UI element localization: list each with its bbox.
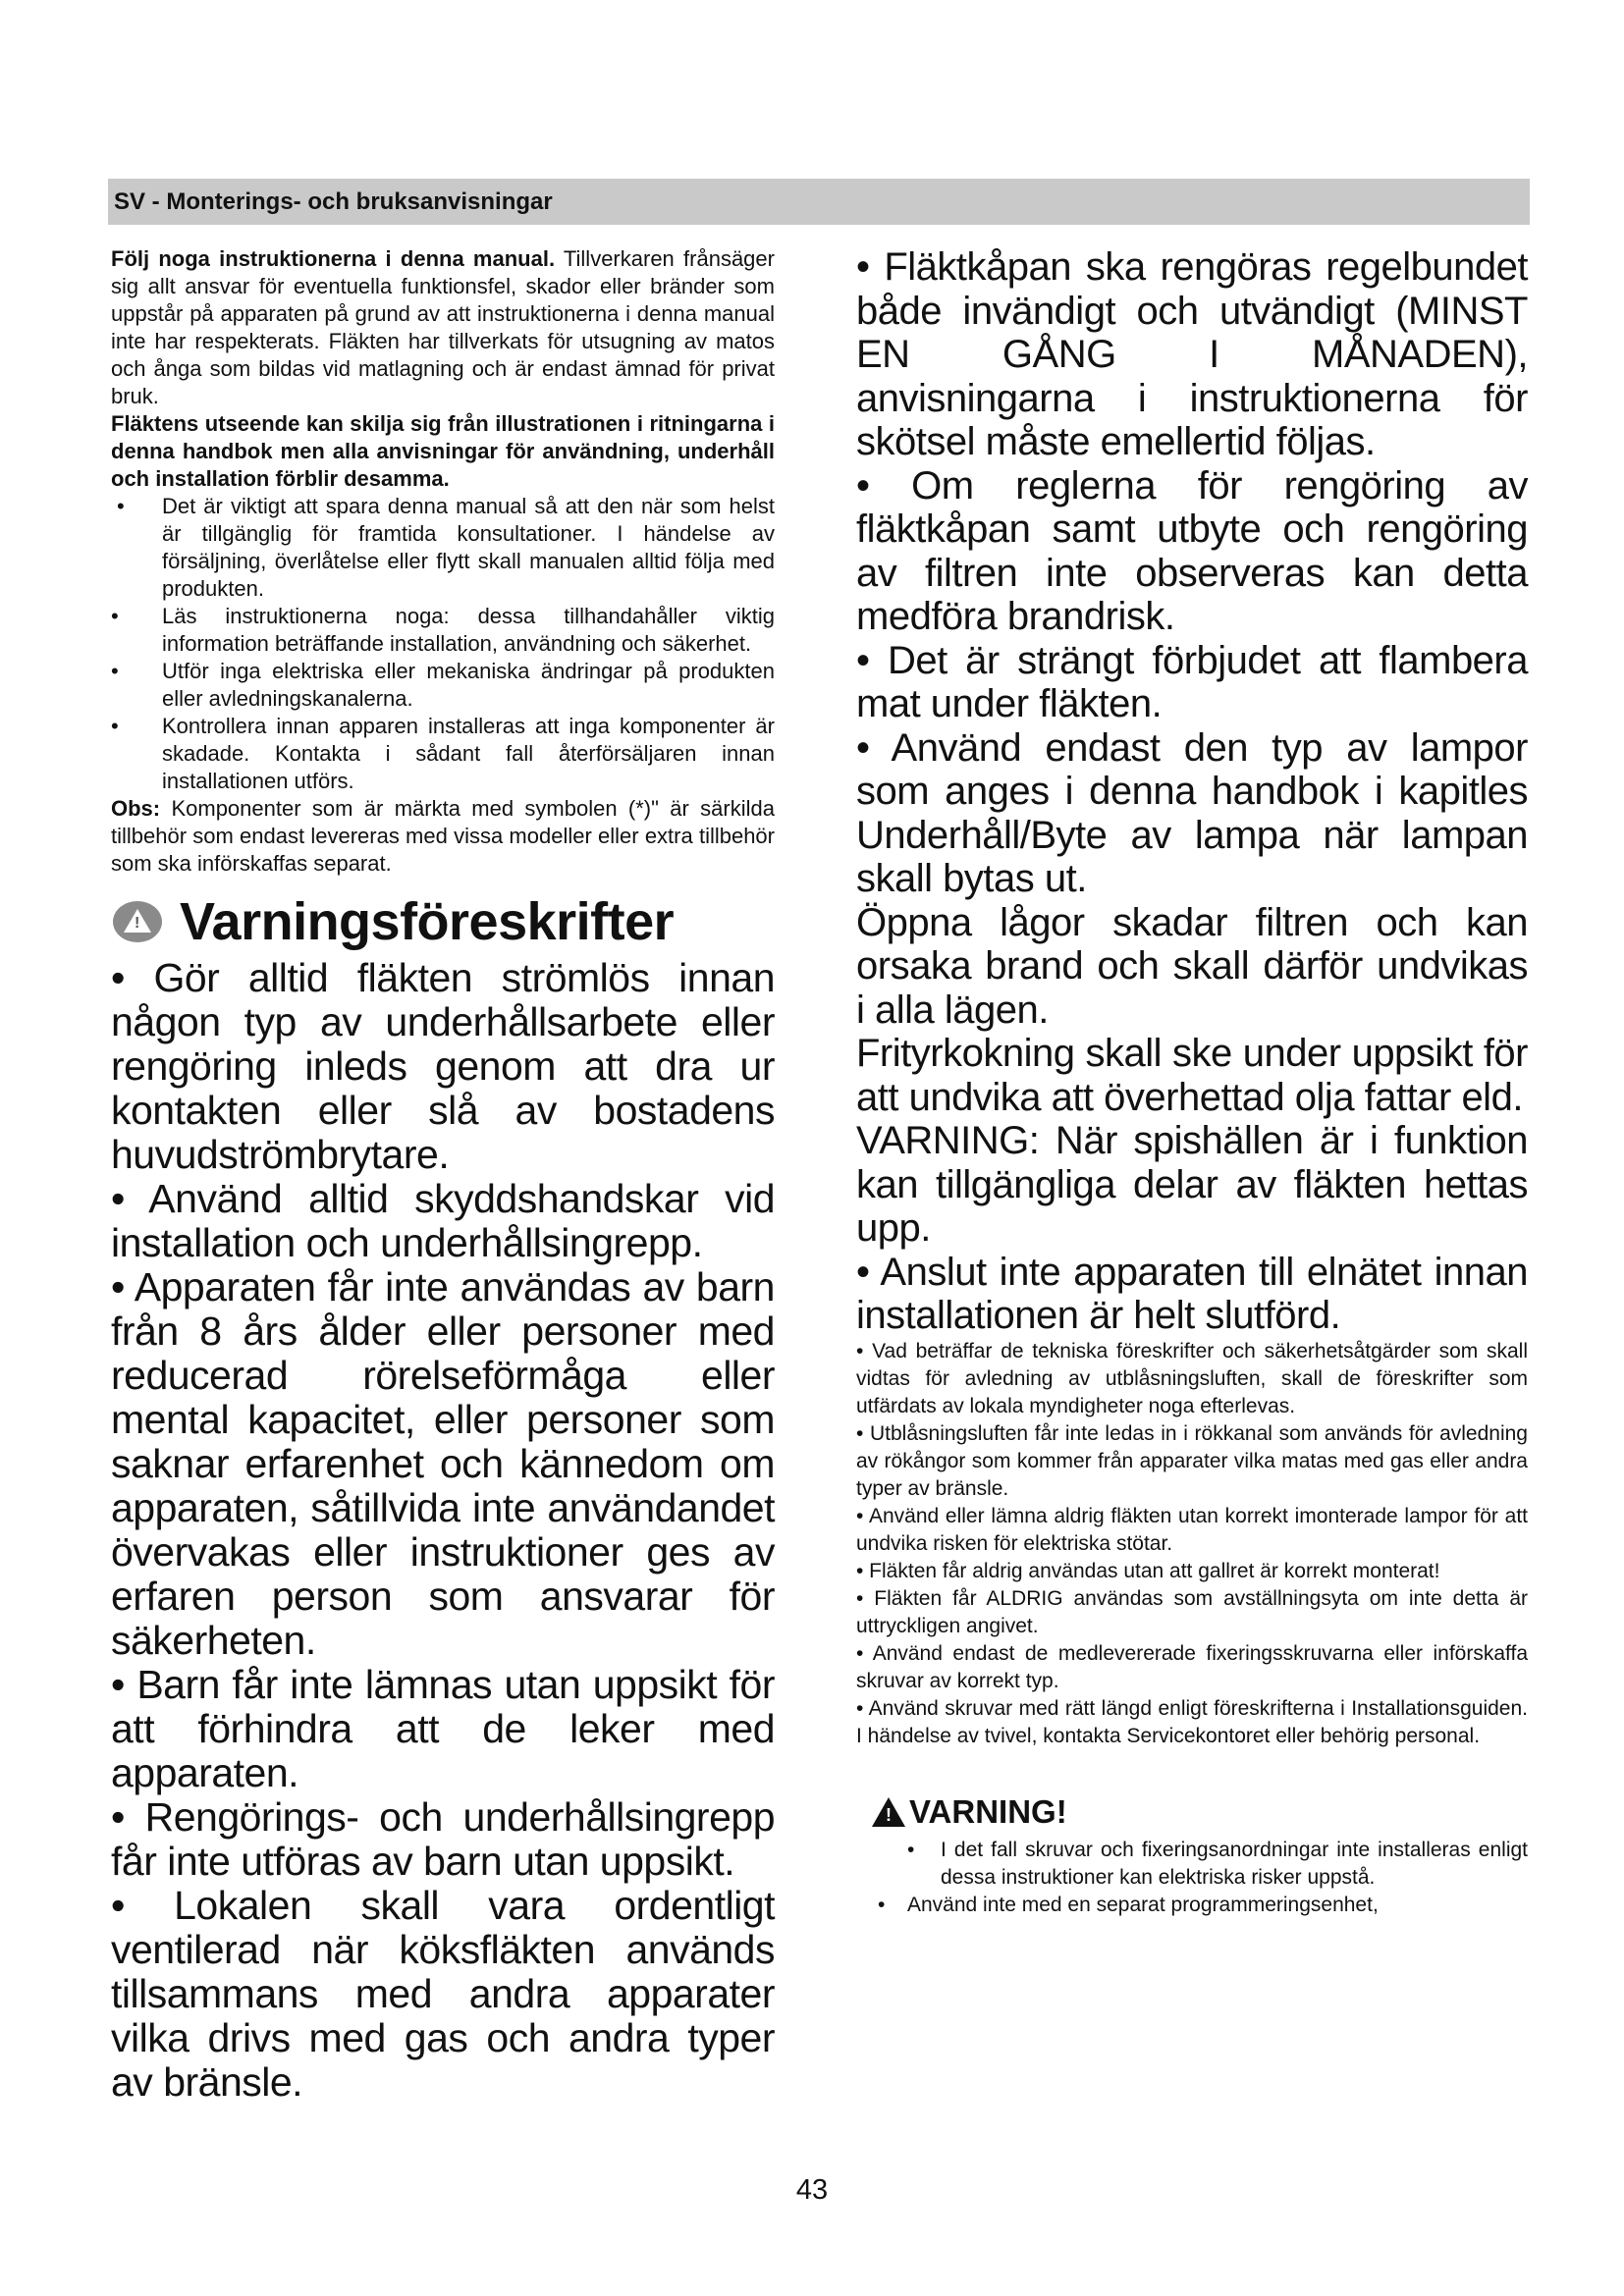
list-item-text: Det är viktigt att spara denna manual så att den när som helst är tillgänglig för framtida konsultationer. I händelse av försäljning, överlåtelse eller flytt skall manualen alltid följa med produkten.	[162, 494, 775, 601]
warning-paragraph: • Rengörings- och underhållsingrepp får inte utföras av barn utan uppsikt.	[111, 1794, 775, 1884]
safety-note: • Använd eller lämna aldrig fläkten utan korrekt imonterade lampor för att undvika risken för elektriska stötar.	[856, 1504, 1528, 1555]
safety-note: • Fläkten får aldrig användas utan att gallret är korrekt monterat!	[856, 1559, 1440, 1582]
warning-paragraph: • Om reglerna för rengöring av fläktkåpan samt utbyte och rengöring av filtren inte observeras kan detta medföra brandrisk.	[856, 463, 1528, 638]
list-item: • I det fall skruvar och fixeringsanordningar inte installeras enligt dessa instruktioner kan elektriska risker uppstå.	[907, 1838, 1528, 1889]
section-header: SV - Monterings- och bruksanvisningar	[108, 179, 1530, 225]
appearance-bold: Fläktens utseende kan skilja sig från illustrationen i ritningarna i denna handbok men alla anvisningar för användning, underhåll och installation förblir desamma.	[111, 411, 775, 491]
safety-note: • Fläkten får ALDRIG användas som avställningsyta om inte detta är uttryckligen angivet.	[856, 1586, 1528, 1637]
warning-paragraph: VARNING: När spishällen är i funktion kan tillgängliga delar av fläkten hettas upp.	[856, 1119, 1528, 1250]
list-item: • Läs instruktionerna noga: dessa tillhandahåller viktig information beträffande installation, användning och säkerhet.	[111, 604, 775, 656]
obs-note	[111, 795, 775, 878]
intro-rest: Tillverkaren frånsäger sig allt ansvar för eventuella funktionsfel, skador eller bränder som uppstår på apparaten på grund av att instruktionerna i denna manual inte har respekterats. Fläkten har tillverkats för utsugning av matos och ånga som bildas vid matlagning och är endast ämnad för privat bruk.	[111, 246, 775, 408]
list-item-text: Läs instruktionerna noga: dessa tillhandahåller viktig information beträffande installation, användning och säkerhet.	[162, 604, 775, 656]
varning-list	[856, 1837, 1528, 1919]
warning-paragraph: • Barn får inte lämnas utan uppsikt för att förhindra att de leker med apparaten.	[111, 1662, 775, 1795]
warning-paragraph: • Det är strängt förbjudet att flambera mat under fläkten.	[856, 638, 1528, 725]
warning-paragraph: Frityrkokning skall ske under uppsikt för att undvika att överhettad olja fattar eld.	[856, 1032, 1528, 1119]
warning-triangle-icon: !	[872, 1797, 905, 1827]
warning-paragraph: • Gör alltid fläkten strömlös innan någon typ av underhållsarbete eller rengöring inleds genom att dra ur kontakten eller slå av bostadens huvudströmbrytare.	[111, 955, 775, 1177]
intro-paragraph	[111, 245, 775, 410]
warning-paragraph: • Lokalen skall vara ordentligt ventilerad när köksfläkten används tillsammans med andra apparater vilka drivs med gas och andra typer av bränsle.	[111, 1883, 775, 2105]
list-item-text: Utför inga elektriska eller mekaniska ändringar på produkten eller avledningskanalerna.	[162, 659, 775, 711]
varning-heading	[872, 1793, 1528, 1831]
list-item: • Det är viktigt att spara denna manual så att den när som helst är tillgänglig för framtida konsultationer. I händelse av försäljning, överlåtelse eller flytt skall manualen alltid följa med produkten.	[117, 494, 775, 601]
safety-note: • Vad beträffar de tekniska föreskrifter och säkerhetsåtgärder som skall vidtas för avledning av utblåsningsluften, skall de föreskrifter som utfärdats av lokala myndigheter noga efterlevas.	[856, 1339, 1528, 1417]
warning-paragraph: • Apparaten får inte användas av barn från 8 års ålder eller personer med reducerad rörelseförmåga eller mental kapacitet, eller personer som saknar erfarenhet och kännedom om apparaten, såtillvida inte användandet övervakas eller instruktioner ges av erfaren person som ansvarar för säkerheten.	[111, 1264, 775, 1663]
list-item: • Kontrollera innan apparen installeras att inga komponenter är skadade. Kontakta i sådant fall återförsäljaren innan installationen utförs.	[111, 714, 775, 793]
warning-paragraph: • Anslut inte apparaten till elnätet innan installationen är helt slutförd.	[856, 1250, 1528, 1337]
list-item-text: Kontrollera innan apparen installeras att inga komponenter är skadade. Kontakta i sådant fall återförsäljaren innan installationen utförs.	[162, 714, 775, 793]
list-item-text: Använd inte med en separat programmeringsenhet,	[907, 1893, 1379, 1916]
safety-note: • Använd endast de medlevererade fixeringsskruvarna eller införskaffa skruvar av korrekt typ.	[856, 1641, 1528, 1692]
safety-note: • Utblåsningsluften får inte ledas in i rökkanal som används för avledning av rökångor som kommer från apparater vilka matas med gas eller andra typer av bränsle.	[856, 1421, 1528, 1500]
left-column	[111, 245, 775, 2105]
warnings-heading	[111, 891, 775, 952]
warning-icon: !	[113, 901, 162, 942]
warning-paragraph: • Använd endast den typ av lampor som anges i denna handbok i kapitles Underhåll/Byte av lampa när lampan skall bytas ut.	[856, 725, 1528, 900]
obs-text: Komponenter som är märkta med symbolen (*)" är särkilda tillbehör som endast levereras med vissa modeller eller extra tillbehör som ska införskaffas separat.	[111, 796, 775, 876]
right-column	[856, 245, 1528, 1919]
list-item: • Använd inte med en separat programmeringsenhet,	[878, 1893, 1379, 1916]
safety-note: • Använd skruvar med rätt längd enligt föreskrifterna i Installationsguiden. I händelse av tvivel, kontakta Servicekontoret eller behörig personal.	[856, 1696, 1528, 1747]
varning-title: VARNING!	[909, 1792, 1067, 1830]
obs-label: Obs:	[111, 796, 161, 821]
intro-bold: Följ noga instruktionerna i denna manual.	[111, 246, 556, 271]
warning-paragraph: • Använd alltid skyddshandskar vid installation och underhållsingrepp.	[111, 1176, 775, 1265]
warnings-title: Varningsföreskrifter	[180, 892, 675, 951]
warning-paragraph: Öppna lågor skadar filtren och kan orsaka brand och skall därför undvikas i alla lägen.	[856, 900, 1528, 1032]
appearance-note	[111, 410, 775, 493]
list-item-text: I det fall skruvar och fixeringsanordningar inte installeras enligt dessa instruktioner kan elektriska risker uppstå.	[941, 1838, 1528, 1889]
list-item: • Utför inga elektriska eller mekaniska ändringar på produkten eller avledningskanalerna.	[111, 659, 775, 711]
manual-bullets	[111, 493, 775, 795]
warning-paragraph: • Fläktkåpan ska rengöras regelbundet både invändigt och utvändigt (MINST EN GÅNG I MÅNADEN), anvisningarna i instruktionerna för skötsel måste emellertid följas.	[856, 245, 1528, 463]
page-number: 43	[795, 2174, 829, 2206]
